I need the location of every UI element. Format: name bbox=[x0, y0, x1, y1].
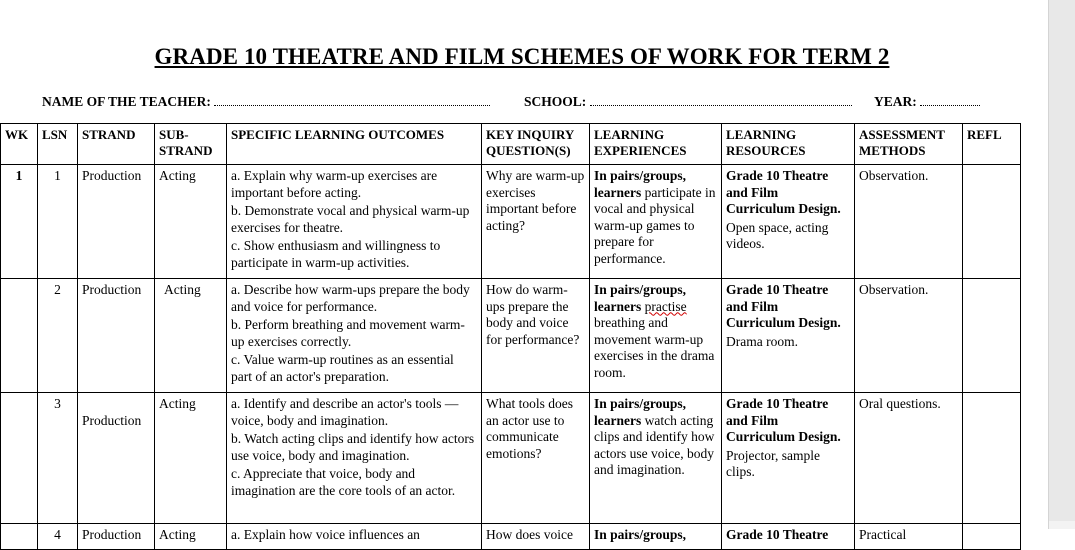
cell-strand: Production bbox=[78, 524, 155, 550]
cell-inquiry: How does voice bbox=[482, 524, 590, 550]
cell-sub-strand: Acting bbox=[155, 279, 227, 393]
resource-title: Grade 10 Theatre and Film Curriculum Design. bbox=[726, 396, 841, 444]
header-sub-strand: SUB-STRAND bbox=[155, 124, 227, 165]
table-row bbox=[1, 524, 1021, 550]
table-row bbox=[1, 279, 1021, 393]
cell-experiences: In pairs/groups, bbox=[590, 524, 722, 550]
cell-strand: Production bbox=[78, 165, 155, 279]
header-wk: WK bbox=[1, 124, 38, 165]
teacher-name-field[interactable] bbox=[42, 94, 490, 110]
resource-title: Grade 10 Theatre and Film Curriculum Design. bbox=[726, 168, 841, 216]
cell-outcomes bbox=[227, 279, 482, 393]
school-label: SCHOOL: bbox=[524, 94, 587, 109]
cell-experiences bbox=[590, 165, 722, 279]
experience-text: participate in vocal and physical warm-up games to prepare for performance. bbox=[594, 184, 716, 266]
cell-experiences bbox=[590, 393, 722, 524]
cell-wk bbox=[1, 279, 38, 393]
outcome-a: a. Explain why warm-up exercises are important before acting. bbox=[231, 168, 438, 200]
cell-refl[interactable] bbox=[963, 524, 1021, 550]
header-assessment: ASSESSMENT METHODS bbox=[855, 124, 963, 165]
school-field[interactable] bbox=[524, 94, 852, 110]
resource-title: Grade 10 Theatre and Film Curriculum Design. bbox=[726, 282, 841, 330]
cell-strand: Production bbox=[78, 279, 155, 393]
header-row bbox=[1, 124, 1021, 165]
outcome-b: b. Perform breathing and movement warm-up exercises correctly. bbox=[231, 317, 465, 349]
cell-lsn: 2 bbox=[38, 279, 78, 393]
cell-inquiry: Why are warm-up exercises important before acting? bbox=[482, 165, 590, 279]
cell-assessment: Practical bbox=[855, 524, 963, 550]
cell-assessment: Observation. bbox=[855, 165, 963, 279]
table-row bbox=[1, 393, 1021, 524]
scheme-table bbox=[0, 123, 1021, 550]
resource-text: Drama room. bbox=[726, 333, 798, 349]
experience-text: breathing and movement warm-up exercises in the drama room. bbox=[594, 315, 715, 380]
cell-inquiry: What tools does an actor use to communicate emotions? bbox=[482, 393, 590, 524]
cell-resources: Grade 10 Theatre bbox=[722, 524, 855, 550]
cell-strand: Production bbox=[78, 393, 155, 524]
school-blank-line bbox=[590, 94, 852, 106]
outcome-b: b. Watch acting clips and identify how actors use voice, body and imagination. bbox=[231, 431, 475, 463]
resource-text: Projector, sample clips. bbox=[726, 447, 820, 479]
year-label: YEAR: bbox=[874, 94, 917, 109]
cell-wk bbox=[1, 524, 38, 550]
header-inquiry: KEY INQUIRY QUESTION(S) bbox=[482, 124, 590, 165]
year-blank-line bbox=[920, 94, 980, 106]
cell-refl[interactable] bbox=[963, 393, 1021, 524]
header-experiences: LEARNING EXPERIENCES bbox=[590, 124, 722, 165]
cell-refl[interactable] bbox=[963, 279, 1021, 393]
document-title: GRADE 10 THEATRE AND FILM SCHEMES OF WORK FOR TERM 2 bbox=[154, 44, 890, 69]
cell-refl[interactable] bbox=[963, 165, 1021, 279]
cell-resources bbox=[722, 165, 855, 279]
teacher-label: NAME OF THE TEACHER: bbox=[42, 94, 211, 109]
outcome-a: a. Describe how warm-ups prepare the body and voice for performance. bbox=[231, 282, 470, 314]
cell-resources bbox=[722, 393, 855, 524]
header-outcomes: SPECIFIC LEARNING OUTCOMES bbox=[227, 124, 482, 165]
cell-lsn: 4 bbox=[38, 524, 78, 550]
vertical-scrollbar[interactable] bbox=[1048, 0, 1075, 529]
resource-text: Open space, acting videos. bbox=[726, 219, 829, 251]
cell-experiences bbox=[590, 279, 722, 393]
experience-lead: In pairs/groups, learners bbox=[594, 282, 687, 314]
cell-resources bbox=[722, 279, 855, 393]
outcome-c: c. Value warm-up routines as an essential part of an actor's preparation. bbox=[231, 352, 454, 384]
cell-lsn: 3 bbox=[38, 393, 78, 524]
cell-wk bbox=[1, 393, 38, 524]
outcome-c: c. Show enthusiasm and willingness to participate in warm-up activities. bbox=[231, 238, 441, 270]
cell-outcomes bbox=[227, 393, 482, 524]
header-refl: REFL bbox=[963, 124, 1021, 165]
cell-sub-strand: Acting bbox=[155, 165, 227, 279]
outcome-b: b. Demonstrate vocal and physical warm-up exercises for theatre. bbox=[231, 203, 470, 235]
spelling-flag-word[interactable]: practise bbox=[644, 298, 687, 314]
outcome-a: a. Identify and describe an actor's tools — voice, body and imagination. bbox=[231, 396, 459, 428]
table-row bbox=[1, 165, 1021, 279]
header-resources: LEARNING RESOURCES bbox=[722, 124, 855, 165]
cell-assessment: Observation. bbox=[855, 279, 963, 393]
outcome-c: c. Appreciate that voice, body and imagination are the core tools of an actor. bbox=[231, 466, 456, 498]
header-strand: STRAND bbox=[78, 124, 155, 165]
teacher-blank-line bbox=[214, 94, 490, 106]
header-lsn: LSN bbox=[38, 124, 78, 165]
scrollbar-track-end bbox=[1049, 521, 1075, 529]
experience-lead: In pairs/groups, learners bbox=[594, 168, 687, 200]
cell-lsn: 1 bbox=[38, 165, 78, 279]
cell-assessment: Oral questions. bbox=[855, 393, 963, 524]
cell-wk: 1 bbox=[1, 165, 38, 279]
cell-outcomes bbox=[227, 165, 482, 279]
cell-sub-strand: Acting bbox=[155, 524, 227, 550]
cell-inquiry: How do warm-ups prepare the body and voice for performance? bbox=[482, 279, 590, 393]
cell-outcomes: a. Explain how voice influences an bbox=[227, 524, 482, 550]
experience-lead: In pairs/groups, learners bbox=[594, 396, 687, 428]
cell-sub-strand: Acting bbox=[155, 393, 227, 524]
experience-text: watch acting clips and identify how actors use voice, body and imagination. bbox=[594, 412, 715, 477]
year-field[interactable] bbox=[874, 94, 980, 110]
